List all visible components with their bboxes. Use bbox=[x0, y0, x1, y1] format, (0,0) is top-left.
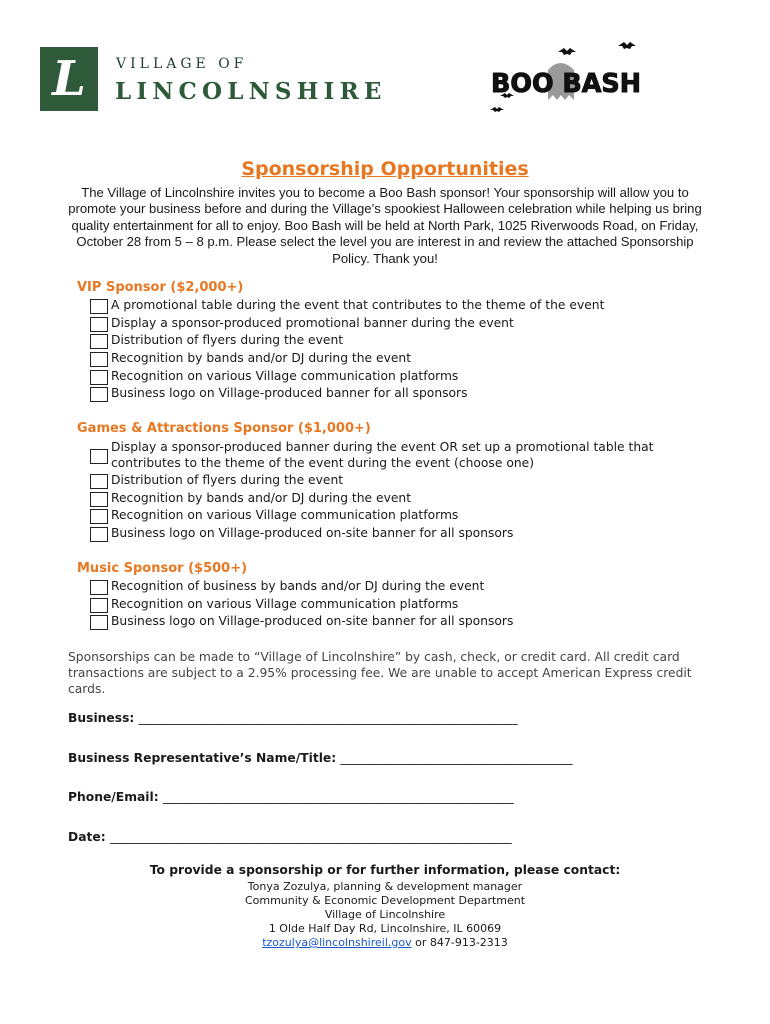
vip-sponsor-heading: VIP Sponsor ($2,000+) bbox=[77, 280, 244, 295]
phone-email-input-line[interactable]: ______________________________________________________________ bbox=[162, 790, 514, 804]
games-item-1-checkbox[interactable] bbox=[90, 449, 108, 464]
vip-item-2: Display a sponsor-produced promotional banner during the event bbox=[90, 315, 686, 333]
music-item-3-checkbox[interactable] bbox=[90, 615, 108, 630]
page-title: Sponsorship Opportunities bbox=[241, 158, 529, 180]
vip-item-3-checkbox[interactable] bbox=[90, 334, 108, 349]
music-item-2-checkbox[interactable] bbox=[90, 598, 108, 613]
logo-village-of: VILLAGE OF bbox=[116, 56, 248, 72]
vip-item-3: Distribution of flyers during the event bbox=[90, 332, 686, 350]
representative-input-line[interactable]: _________________________________________ bbox=[340, 751, 573, 765]
date-input-line[interactable]: _______________________________________________________________________ bbox=[109, 830, 511, 844]
representative-label: Business Representative’s Name/Title: bbox=[68, 751, 337, 765]
business-input-line[interactable]: ___________________________________________________________________ bbox=[138, 711, 518, 725]
date-label: Date: bbox=[68, 830, 106, 844]
vip-item-5-checkbox[interactable] bbox=[90, 370, 108, 385]
vip-item-5: Recognition on various Village communication platforms bbox=[90, 368, 686, 386]
games-sponsor-heading: Games & Attractions Sponsor ($1,000+) bbox=[77, 421, 371, 436]
contact-organization: Village of Lincolnshire bbox=[324, 908, 446, 921]
business-label: Business: bbox=[68, 711, 135, 725]
payment-note: Sponsorships can be made to “Village of Lincolnshire” by cash, check, or credit card. All credit card transactions are subject to a 2.95% processing fee. We are unable to accept American Express credit cards. bbox=[68, 650, 692, 696]
phone-email-field[interactable] bbox=[68, 790, 513, 804]
contact-email-link[interactable]: tzozulya@lincolnshireil.gov bbox=[262, 936, 412, 949]
contact-heading: To provide a sponsorship or for further information, please contact: bbox=[149, 863, 621, 877]
games-item-5: Business logo on Village-produced on-site banner for all sponsors bbox=[90, 525, 686, 543]
logo-letter: L bbox=[52, 51, 86, 107]
music-item-1-checkbox[interactable] bbox=[90, 580, 108, 595]
music-sponsor-heading: Music Sponsor ($500+) bbox=[77, 561, 248, 576]
contact-email-line bbox=[0, 936, 770, 949]
music-item-1: Recognition of business by bands and/or DJ during the event bbox=[90, 578, 686, 596]
bat-icon bbox=[618, 42, 636, 49]
contact-department: Community & Economic Development Department bbox=[244, 894, 526, 907]
vip-item-6: Business logo on Village-produced banner for all sponsors bbox=[90, 385, 686, 403]
vip-item-4-checkbox[interactable] bbox=[90, 352, 108, 367]
games-item-2-checkbox[interactable] bbox=[90, 474, 108, 489]
games-item-4: Recognition on various Village communication platforms bbox=[90, 507, 686, 525]
intro-paragraph: The Village of Lincolnshire invites you to become a Boo Bash sponsor! Your sponsorship will allow you to promote your business before and during the Village’s spookiest Halloween celebration while helping us bring quality entertainment for all to enjoy. Boo Bash will be held at North Park, 1025 Riverwoods Road, on Friday, October 28 from 5 – 8 p.m. Please select the level you are interest in and review the attached Sponsorship Policy. Thank you! bbox=[68, 185, 702, 266]
business-field[interactable] bbox=[68, 711, 517, 725]
vip-item-4: Recognition by bands and/or DJ during the event bbox=[90, 350, 686, 368]
phone-email-label: Phone/Email: bbox=[68, 790, 159, 804]
music-item-3: Business logo on Village-produced on-site banner for all sponsors bbox=[90, 613, 686, 631]
logo-lincolnshire: LINCOLNSHIRE bbox=[115, 78, 387, 105]
vip-item-1-checkbox[interactable] bbox=[90, 299, 108, 314]
boo-bash-text: BOO BASH bbox=[491, 69, 641, 99]
village-logo-mark bbox=[40, 47, 98, 111]
boo-bash-logo bbox=[486, 40, 646, 120]
bat-icon bbox=[558, 48, 576, 55]
contact-name: Tonya Zozulya, planning & development manager bbox=[247, 880, 523, 893]
games-item-3: Recognition by bands and/or DJ during the event bbox=[90, 490, 686, 508]
games-item-2: Distribution of flyers during the event bbox=[90, 472, 686, 490]
vip-item-2-checkbox[interactable] bbox=[90, 317, 108, 332]
bat-icon bbox=[490, 107, 504, 112]
vip-item-1: A promotional table during the event that contributes to the theme of the event bbox=[90, 297, 686, 315]
games-item-3-checkbox[interactable] bbox=[90, 492, 108, 507]
date-field[interactable] bbox=[68, 830, 511, 844]
games-item-4-checkbox[interactable] bbox=[90, 509, 108, 524]
vip-item-6-checkbox[interactable] bbox=[90, 387, 108, 402]
music-item-2: Recognition on various Village communication platforms bbox=[90, 596, 686, 614]
contact-phone: or 847-913-2313 bbox=[411, 936, 508, 949]
representative-field[interactable] bbox=[68, 751, 572, 765]
games-item-1: Display a sponsor-produced banner during the event OR set up a promotional table that contributes to the theme of the event during the event (choose one) bbox=[90, 439, 686, 471]
contact-address: 1 Olde Half Day Rd, Lincolnshire, IL 60069 bbox=[268, 922, 502, 935]
games-item-5-checkbox[interactable] bbox=[90, 527, 108, 542]
